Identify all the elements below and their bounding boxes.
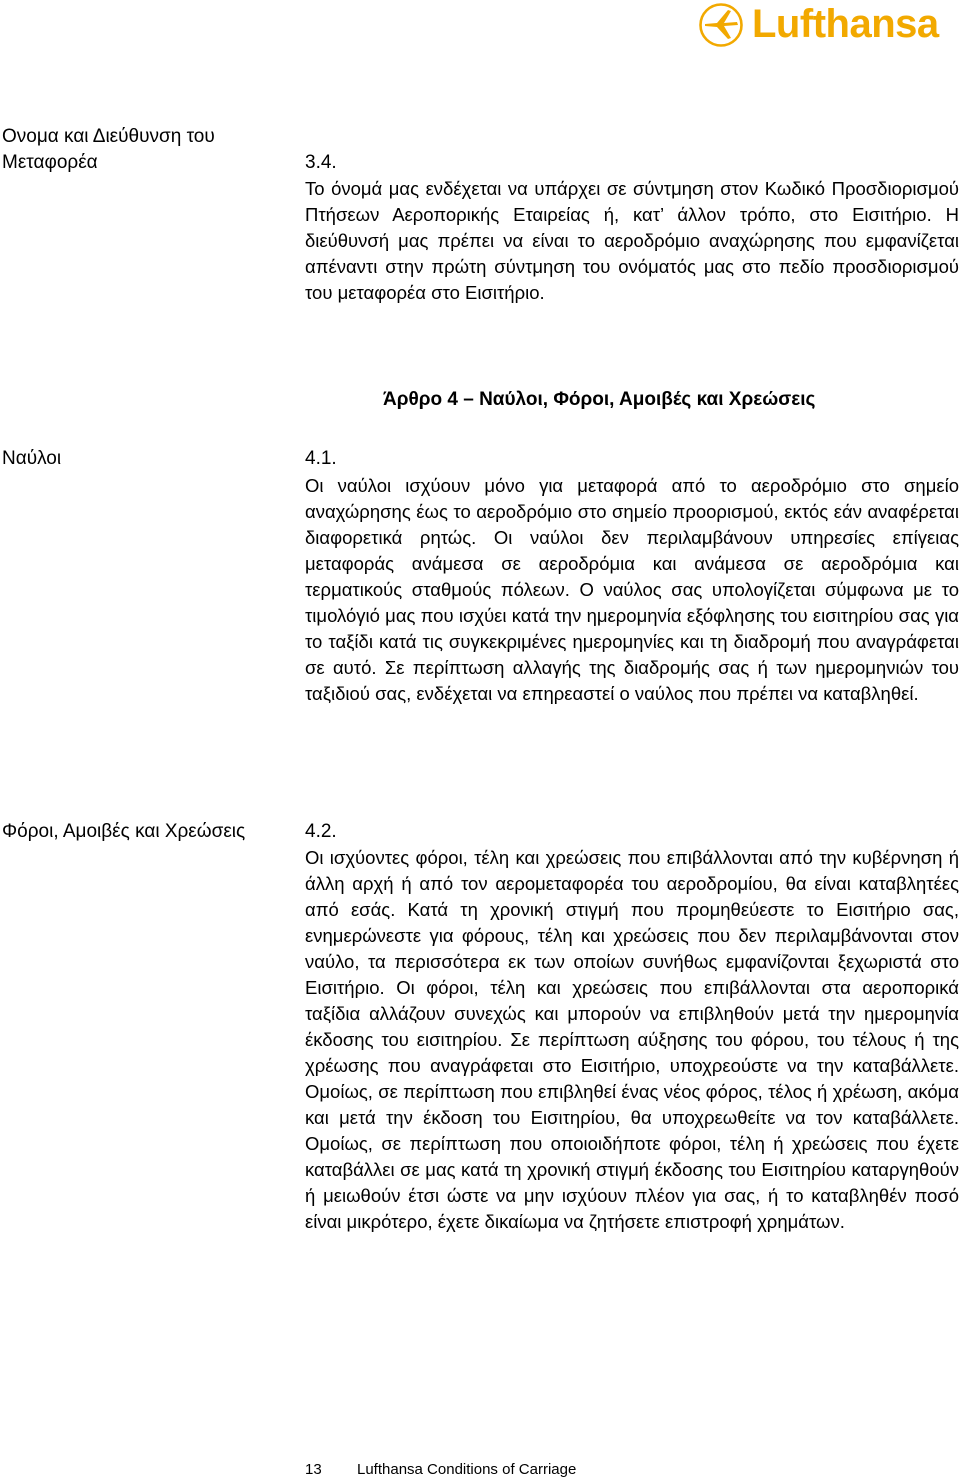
logo-wordmark: Lufthansa <box>752 2 939 46</box>
article-4-heading: Άρθρο 4 – Ναύλοι, Φόροι, Αμοιβές και Χρεώσεις <box>383 389 816 410</box>
section-4-1-label: Ναύλοι <box>2 448 62 469</box>
page-number: 13 <box>305 1461 322 1478</box>
section-4-1-text: Οι ναύλοι ισχύουν μόνο για μεταφορά από το αεροδρόμιο στο σημείο αναχώρησης έως το αεροδρόμιο στο σημείο προορισμού, εκτός εάν αναφέρεται διαφορετικά ρητώς. Οι ναύλοι δεν περιλαμβάνουν υπηρεσίες επίγειας μεταφοράς ανάμεσα σε αεροδρόμια και ανάμεσα σε αεροδρόμια και τερματικούς σταθμούς πόλεων. Ο ναύλος σας υπολογίζεται σύμφωνα με το τιμολόγιό μας που ισχύει κατά την ημερομηνία εξόφλησης του εισιτηρίου σας για το ταξίδι κατά τις συγκεκριμένες ημερομηνίες και τη διαδρομή που αναγράφεται σε αυτό. Σε περίπτωση αλλαγής της διαδρομής σας ή των ημερομηνιών του ταξιδιού σας, ενδέχεται να επηρεαστεί ο ναύλος που πρέπει να καταβληθεί. <box>305 475 959 704</box>
footer-document-title: Lufthansa Conditions of Carriage <box>357 1461 577 1478</box>
section-3-4-number: 3.4. <box>305 152 337 173</box>
section-3-4-text: Το όνομά μας ενδέχεται να υπάρχει σε σύντμηση στον Κωδικό Προσδιορισμού Πτήσεων Αεροπορικής Εταιρείας ή, κατ’ άλλον τρόπο, στο Εισιτήριο. Η διεύθυνσή μας πρέπει να είναι το αεροδρόμιο αναχώρησης που εμφανίζεται απέναντι στην πρώτη σύντμηση του ονόματός μας στο πεδίο προσδιορισμού του μεταφορέα στο Εισιτήριο. <box>305 178 959 303</box>
section-4-1-number: 4.1. <box>305 448 337 469</box>
section-4-2-label: Φόροι, Αμοιβές και Χρεώσεις <box>2 821 246 842</box>
section-4-2-text: Οι ισχύοντες φόροι, τέλη και χρεώσεις που επιβάλλονται από την κυβέρνηση ή άλλη αρχή ή από τον αερομεταφορέα του αεροδρομίου, θα είναι καταβλητέες από εσάς. Κατά τη χρονική στιγμή που προμηθεύεστε το Εισιτήριο σας, ενημερώνεστε για φόρους, τέλη και χρεώσεις που δεν περιλαμβάνονται στον ναύλο, τα περισσότερα εκ των οποίων συνήθως εμφανίζονται ξεχωριστά στο Εισιτήριο. Οι φόροι, τέλη και χρεώσεις που επιβάλλονται στα αεροπορικά ταξίδια αλλάζουν συνεχώς και μπορούν να επιβληθούν μετά την ημερομηνία έκδοσης του εισιτηρίου. Σε περίπτωση αύξησης του φόρου, του τέλους ή της χρέωσης που αναγράφεται στο Εισιτήριο, υποχρεούστε να την καταβάλλετε. Ομοίως, σε περίπτωση που επιβληθεί ένας νέος φόρος, τέλος ή χρέωση, ακόμα και μετά την έκδοση του Εισιτηρίου, θα υποχρεωθείτε να τον καταβάλλετε. Ομοίως, σε περίπτωση που οποιοιδήποτε φόροι, τέλη ή χρεώσεις που έχετε καταβάλλει σε μας κατά τη χρονική στιγμή έκδοσης του Εισιτηρίου καταργηθούν ή μειωθούν έτσι ώστε να μην ισχύουν πλέον για σας, ή το καταβληθέν ποσό είναι μικρότερο, έχετε δικαίωμα να ζητήσετε επιστροφή χρημάτων. <box>305 847 959 1232</box>
section-3-4-label-line1: Ονομα και Διεύθυνση του <box>2 126 215 147</box>
section-3-4-label-line2: Μεταφορέα <box>2 152 98 173</box>
crane-logo-icon <box>698 2 744 48</box>
lufthansa-logo <box>680 0 960 50</box>
section-4-2-number: 4.2. <box>305 821 337 842</box>
